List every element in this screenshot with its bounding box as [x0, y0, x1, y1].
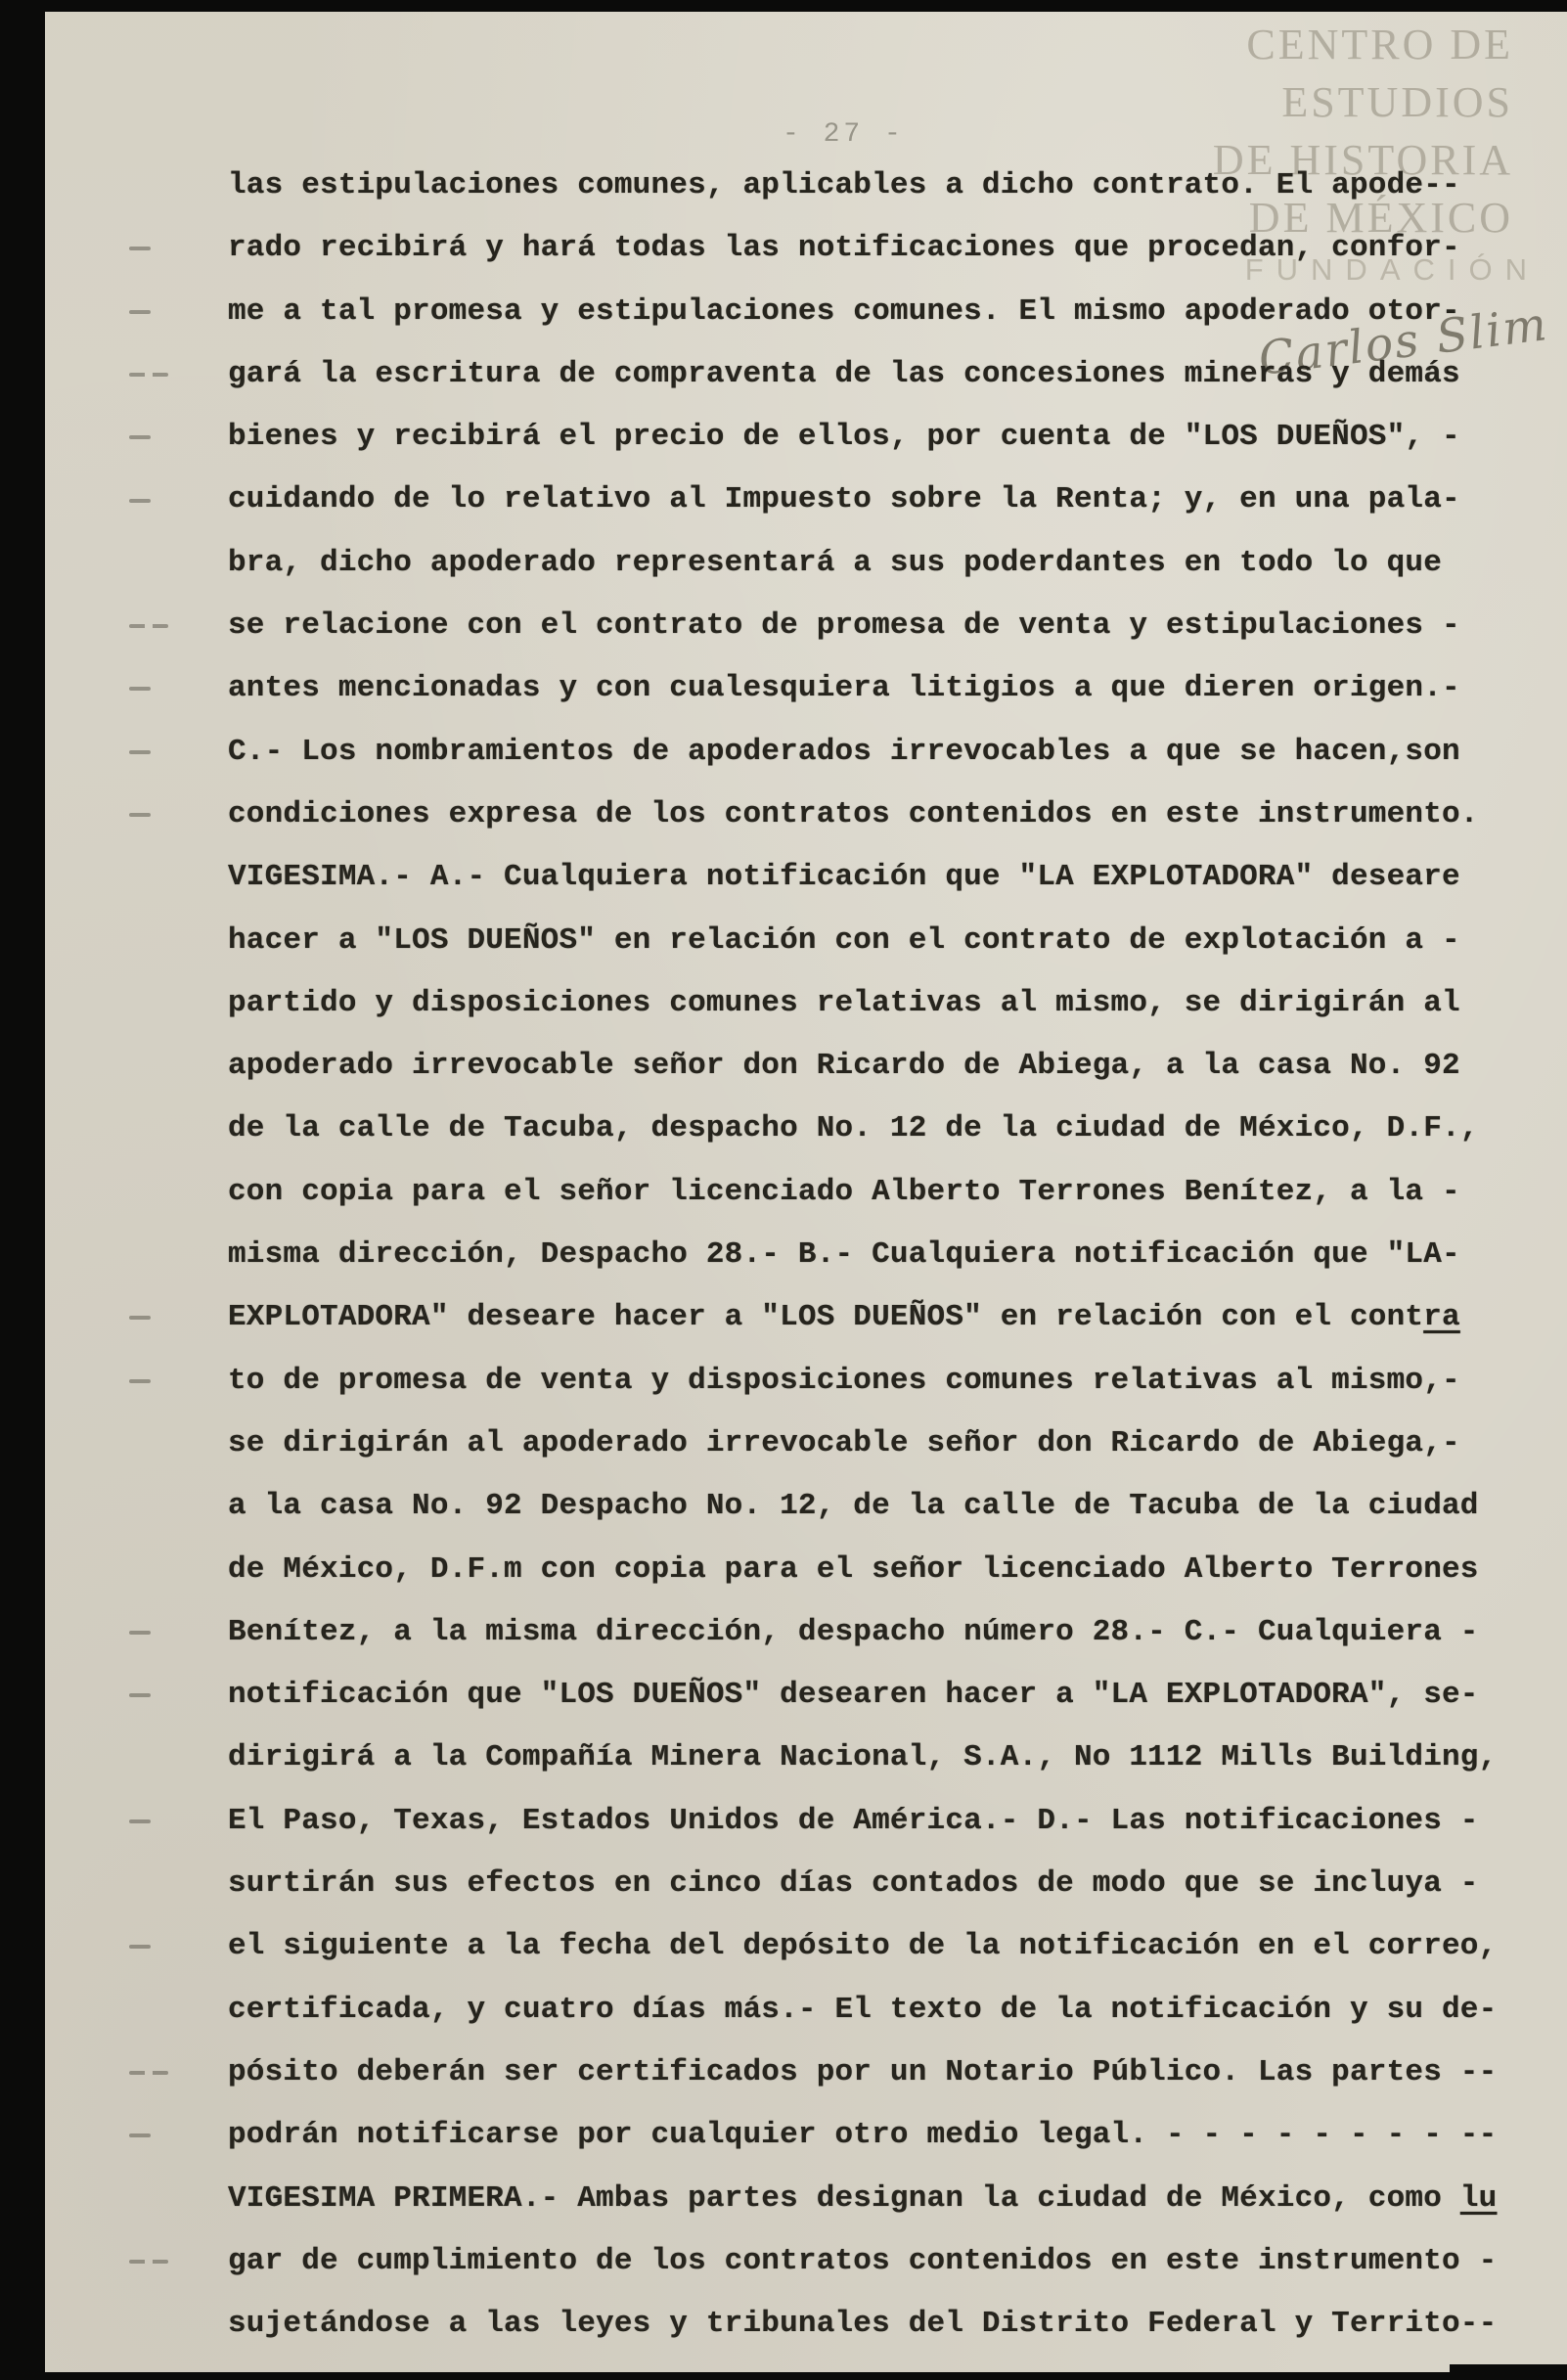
- document-line: notificación que "LOS DUEÑOS" desearen hacer a "LA EXPLOTADORA", se-: [228, 1678, 1479, 1713]
- document-line: sujetándose a las leyes y tribunales del Distrito Federal y Territo--: [228, 2307, 1498, 2342]
- document-line: antes mencionadas y con cualesquiera litigios a que dieren origen.-: [228, 671, 1460, 706]
- document-line: hacer a "LOS DUEÑOS" en relación con el contrato de explotación a -: [228, 922, 1460, 958]
- signature: Carlos Slim: [1256, 297, 1552, 386]
- document-line: misma dirección, Despacho 28.- B.- Cualquiera notificación que "LA-: [228, 1237, 1460, 1273]
- document-line: to de promesa de venta y disposiciones comunes relativas al mismo,-: [228, 1363, 1460, 1398]
- document-line: bra, dicho apoderado representará a sus poderdantes en todo lo que: [228, 545, 1442, 580]
- scan-border-left: [0, 0, 45, 2380]
- document-line: el siguiente a la fecha del depósito de la notificación en el correo,: [228, 1929, 1498, 1964]
- document-line: gará la escritura de compraventa de las concesiones mineras y demás: [228, 356, 1460, 391]
- document-line: de México, D.F.m con copia para el señor licenciado Alberto Terrones: [228, 1551, 1479, 1587]
- document-line: pósito deberán ser certificados por un Notario Público. Las partes --: [228, 2054, 1498, 2089]
- document-line: me a tal promesa y estipulaciones comunes. El mismo apoderado otor-: [228, 293, 1460, 329]
- scan-border-bottom: [0, 2372, 1567, 2380]
- document-line: condiciones expresa de los contratos contenidos en este instrumento.: [228, 796, 1479, 831]
- document-line: apoderado irrevocable señor don Ricardo de Abiega, a la casa No. 92: [228, 1049, 1460, 1084]
- document-line: se dirigirán al apoderado irrevocable señor don Ricardo de Abiega,-: [228, 1425, 1460, 1460]
- document-line: a la casa No. 92 Despacho No. 12, de la calle de Tacuba de la ciudad: [228, 1489, 1479, 1524]
- foundation-watermark: FUNDACIÓN: [1244, 252, 1540, 287]
- document-line: podrán notificarse por cualquier otro medio legal. - - - - - - - - --: [228, 2118, 1498, 2153]
- watermark-line: ESTUDIOS: [1281, 78, 1513, 126]
- document-line: Benítez, a la misma dirección, despacho número 28.- C.- Cualquiera -: [228, 1614, 1479, 1649]
- document-line: dirigirá a la Compañía Minera Nacional, S.A., No 1112 Mills Building,: [228, 1740, 1498, 1775]
- watermark-line: CENTRO DE: [1246, 21, 1513, 68]
- document-line: certificada, y cuatro días más.- El texto de la notificación y su de-: [228, 1992, 1498, 2027]
- document-line: gar de cumplimiento de los contratos contenidos en este instrumento -: [228, 2243, 1498, 2278]
- watermark-line: DE HISTORIA: [1212, 136, 1513, 184]
- document-line: se relacione con el contrato de promesa de venta y estipulaciones -: [228, 608, 1460, 644]
- document-line: cuidando de lo relativo al Impuesto sobre la Renta; y, en una pala-: [228, 482, 1460, 517]
- document-text: [228, 155, 1519, 2356]
- document-line: rado recibirá y hará todas las notificaciones que procedan, confor-: [228, 231, 1460, 266]
- document-line: VIGESIMA.- A.- Cualquiera notificación que "LA EXPLOTADORA" deseare: [228, 860, 1460, 895]
- document-line: con copia para el señor licenciado Alberto Terrones Benítez, a la -: [228, 1174, 1460, 1209]
- page-number: - 27 -: [783, 119, 905, 150]
- document-line: bienes y recibirá el precio de ellos, por cuenta de "LOS DUEÑOS", -: [228, 420, 1460, 455]
- document-line: EXPLOTADORA" deseare hacer a "LOS DUEÑOS" en relación con el contra: [228, 1300, 1460, 1335]
- document-line: VIGESIMA PRIMERA.- Ambas partes designan la ciudad de México, como lu: [228, 2180, 1498, 2216]
- document-line: partido y disposiciones comunes relativas al mismo, se dirigirán al: [228, 985, 1460, 1020]
- scan-border-top: [0, 0, 1567, 12]
- document-line: las estipulaciones comunes, aplicables a dicho contrato. El apode--: [228, 168, 1460, 202]
- watermark-line: DE MÉXICO: [1248, 194, 1513, 242]
- document-line: El Paso, Texas, Estados Unidos de América.- D.- Las notificaciones -: [228, 1803, 1479, 1838]
- document-line: de la calle de Tacuba, despacho No. 12 de la ciudad de México, D.F.,: [228, 1111, 1479, 1146]
- scan-border-corner: [1450, 2364, 1567, 2380]
- document-line: surtirán sus efectos en cinco días contados de modo que se incluya -: [228, 1866, 1479, 1902]
- document-line: C.- Los nombramientos de apoderados irrevocables a que se hacen,son: [228, 734, 1460, 769]
